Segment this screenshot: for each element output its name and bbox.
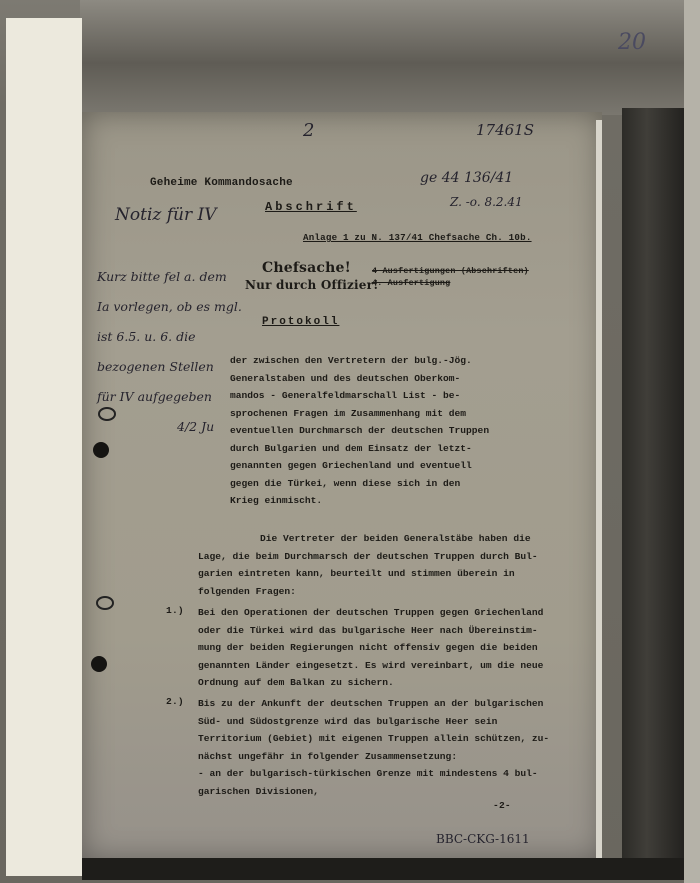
journal-ref: ge 44 136/41: [420, 170, 514, 186]
side-note-line: Ia vorlegen, ob es mgl.: [97, 299, 242, 314]
classification-heading: Geheime Kommandosache: [150, 177, 293, 189]
right-dark-band: [622, 108, 684, 878]
text-line: der zwischen den Vertretern der bulg.-Jög.: [230, 355, 472, 366]
side-note-line: 4/2 Ju: [177, 419, 215, 434]
text-line: Bis zu der Ankunft der deutschen Truppen an der bulgarischen: [198, 698, 544, 709]
punch-hole-ring: [96, 596, 114, 610]
text-line: Die Vertreter der beiden Generalstäbe haben die: [260, 533, 531, 544]
text-line: oder die Türkei wird das bulgarische Heer nach Übereinstim-: [198, 624, 538, 636]
text-line: genannten Länder eingesetzt. Es wird vereinbart, um die neue: [198, 659, 544, 671]
top-strip: [80, 0, 700, 115]
page-footer-number: -2-: [493, 800, 511, 811]
page-fold-line: [596, 120, 602, 860]
item-number: 1.): [166, 605, 184, 616]
text-line: genannten gegen Griechenland und eventuell: [230, 460, 472, 471]
text-line: Territorium (Gebiet) mit eigenen Truppen allein schützen, zu-: [198, 733, 550, 744]
chefsache-stamp: Chefsache!: [262, 260, 351, 276]
text-line: Süd- und Südostgrenze wird das bulgarische Heer sein: [198, 715, 498, 727]
intro-paragraph: [230, 352, 489, 510]
date-ref: Z. -o. 8.2.41: [450, 195, 523, 209]
text-line: mung der beiden Regierungen nicht offensiv gegen die beiden: [198, 642, 538, 653]
side-note-line: ist 6.5. u. 6. die: [97, 329, 196, 344]
page-mark: 2: [303, 120, 315, 141]
copy-number-line: 4. Ausfertigung: [372, 278, 451, 288]
text-line: Krieg einmischt.: [230, 495, 323, 506]
text-line: sprochenen Fragen im Zusammenhang mit dem: [230, 407, 467, 419]
document-title: Abschrift: [265, 200, 357, 214]
reference-number: 17461S: [476, 121, 534, 139]
text-line: Bei den Operationen der deutschen Truppen gegen Griechenland: [198, 607, 544, 618]
punch-hole: [93, 442, 109, 458]
left-paper-margin: [6, 18, 82, 876]
text-line: Ordnung auf dem Balkan zu sichern.: [198, 677, 394, 688]
side-note-line: Kurz bitte fel a. dem: [97, 269, 227, 284]
bottom-dark-band: [82, 858, 684, 880]
right-paper-edge: [684, 0, 700, 883]
item-1-text: [198, 604, 543, 692]
item-2-text: [198, 695, 549, 800]
text-line: eventuellen Durchmarsch der deutschen Truppen: [230, 425, 490, 436]
text-line: garien eintreten kann, beurteilt und stimmen überein in: [198, 568, 515, 579]
side-note-line: für IV aufgegeben: [97, 389, 212, 404]
text-line: - an der bulgarisch-türkischen Grenze mit mindestens 4 bul-: [198, 768, 538, 779]
text-line: Lage, die beim Durchmarsch der deutschen Truppen durch Bul-: [198, 550, 538, 562]
item-number: 2.): [166, 696, 184, 707]
agreement-paragraph: [198, 530, 538, 600]
text-line: durch Bulgarien und dem Einsatz der letzt-: [230, 442, 472, 454]
punch-hole: [91, 656, 107, 672]
annex-line: Anlage 1 zu N. 137/41 Chefsache Ch. 10b.: [303, 232, 532, 243]
archive-stamp: BBC-CKG-1611: [436, 832, 530, 846]
text-line: gegen die Türkei, wenn diese sich in den: [230, 477, 461, 489]
text-line: folgenden Fragen:: [198, 585, 296, 597]
text-line: nächst ungefähr in folgender Zusammensetzung:: [198, 750, 458, 762]
corner-number: 20: [618, 30, 646, 55]
officer-only-stamp: Nur durch Offizier!: [245, 278, 379, 292]
protocol-heading: Protokoll: [262, 316, 340, 328]
copies-line: 4 Ausfertigungen (Abschriften): [372, 266, 529, 276]
side-note-2: [97, 262, 242, 442]
side-note-1: Notiz für IV: [115, 205, 217, 225]
text-line: Generalstaben und des deutschen Oberkom-: [230, 372, 461, 384]
side-note-line: bezogenen Stellen: [97, 359, 214, 374]
text-line: mandos - Generalfeldmarschall List - be-: [230, 390, 461, 401]
text-line: garischen Divisionen,: [198, 785, 319, 797]
